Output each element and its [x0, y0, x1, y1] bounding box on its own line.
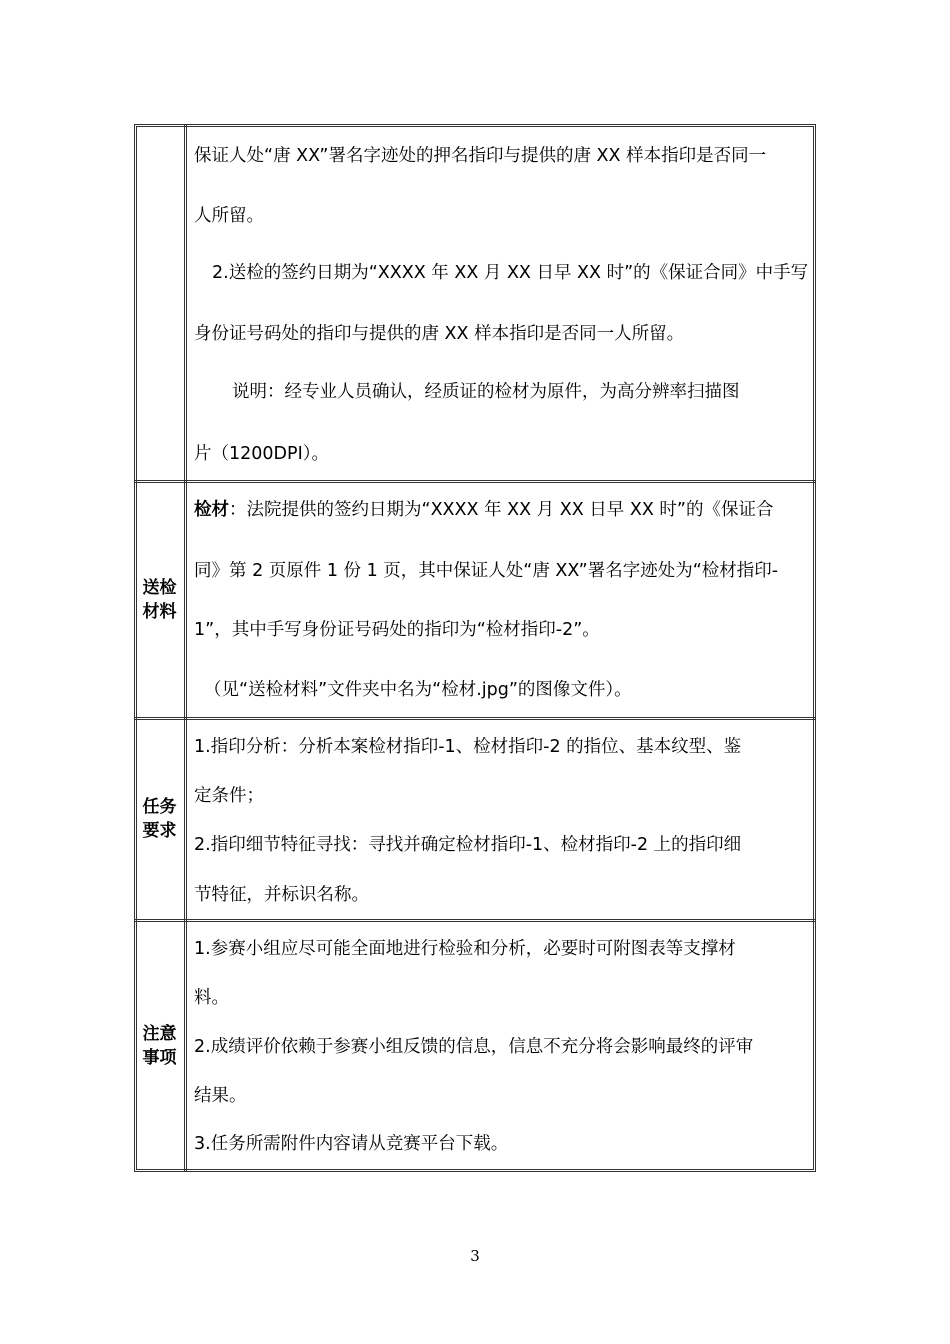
- text-span: ：法院提供的签约日期为“XXXX 年 XX 月 XX 日早 XX 时”的《保证合: [229, 500, 774, 520]
- text-line: 说明：经专业人员确认，经质证的检材为原件，为高分辨率扫描图: [232, 382, 740, 402]
- row-label-line: 注意: [142, 1024, 177, 1044]
- text-line: 结果。: [194, 1086, 247, 1106]
- text-line: （见“送检材料”文件夹中名为“检材.jpg”的图像文件）。: [204, 680, 632, 700]
- row-content: [194, 481, 808, 718]
- row-label: [134, 718, 185, 920]
- text-line: 保证人处“唐 XX”署名字迹处的押名指印与提供的唐 XX 样本指印是否同一: [194, 146, 767, 166]
- text-line: 身份证号码处的指印与提供的唐 XX 样本指印是否同一人所留。: [194, 324, 685, 344]
- text-line: 定条件；: [194, 786, 264, 806]
- text-line: 1.参赛小组应尽可能全面地进行检验和分析，必要时可附图表等支撑材: [194, 939, 736, 959]
- text-line: 人所留。: [194, 206, 264, 226]
- page-number: 3: [470, 1247, 480, 1265]
- row-content: [194, 718, 808, 920]
- text-line: 料。: [194, 988, 229, 1008]
- text-line: 3.任务所需附件内容请从竞赛平台下载。: [194, 1134, 509, 1154]
- text-line: 节特征，并标识名称。: [194, 885, 369, 905]
- row-content: [194, 124, 808, 481]
- row-label-line: 送检: [142, 577, 177, 598]
- text-line: 2.指印细节特征寻找：寻找并确定检材指印-1、检材指印-2 上的指印细: [194, 835, 742, 855]
- text-line: 1.指印分析：分析本案检材指印-1、检材指印-2 的指位、基本纹型、鉴: [194, 737, 742, 757]
- row-label: [134, 481, 185, 718]
- table-row-submitted-materials: [134, 481, 816, 718]
- text-line: 同》第 2 页原件 1 份 1 页，其中保证人处“唐 XX”署名字迹处为“检材指印-: [194, 561, 779, 581]
- row-content: [194, 920, 808, 1172]
- text-line: [194, 496, 773, 521]
- text-line: 2.送检的签约日期为“XXXX 年 XX 月 XX 日早 XX 时”的《保证合同》中手写: [212, 263, 809, 283]
- row-label-line: 事项: [142, 1048, 177, 1068]
- text-line: 2.成绩评价依赖于参赛小组反馈的信息，信息不充分将会影响最终的评审: [194, 1037, 754, 1057]
- table-row-task-requirements: [134, 718, 816, 920]
- row-label-line: 任务: [142, 797, 177, 817]
- row-label-empty: [134, 124, 185, 481]
- text-line: 1”，其中手写身份证号码处的指印为“检材指印-2”。: [194, 620, 600, 640]
- text-line: 片（1200DPI）。: [194, 444, 329, 464]
- row-label-line: 要求: [142, 821, 177, 841]
- row-label-line: 材料: [142, 601, 177, 622]
- bold-lead: 检材: [194, 500, 229, 520]
- table-row-notes: [134, 920, 816, 1172]
- form-table: [134, 124, 816, 1172]
- row-label: [134, 920, 185, 1172]
- table-row-continuation: [134, 124, 816, 481]
